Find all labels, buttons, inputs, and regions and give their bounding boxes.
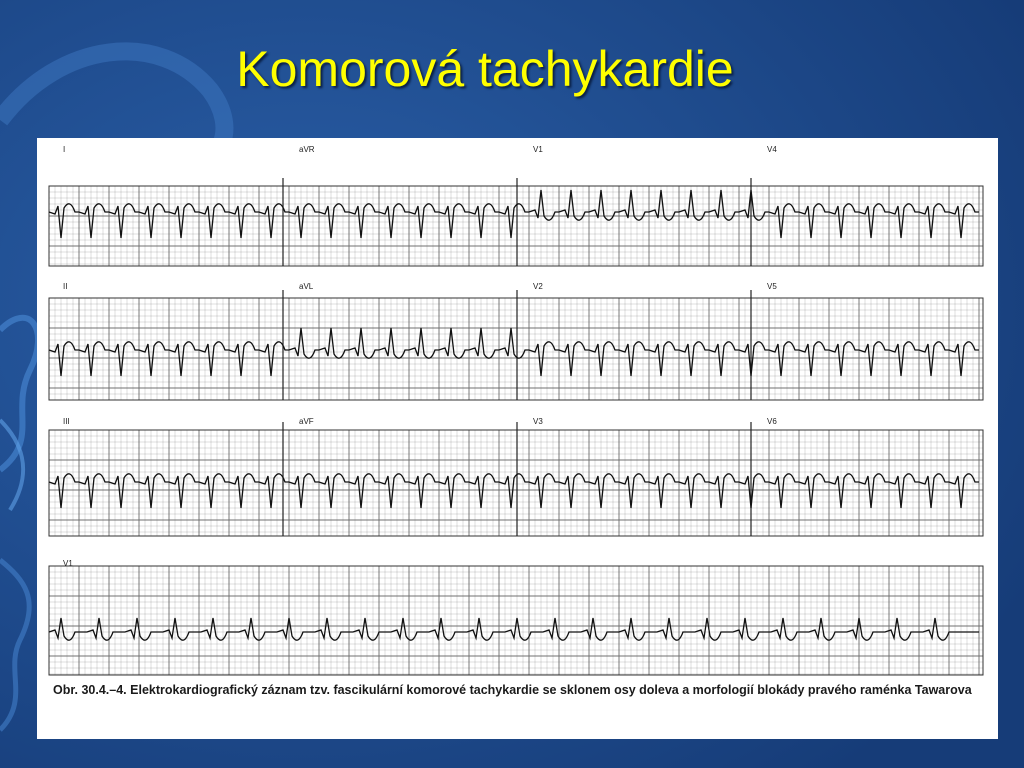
ecg-strip: [49, 282, 983, 400]
lead-label: aVR: [299, 145, 315, 154]
lead-label: V1: [63, 559, 73, 568]
lead-label: V2: [533, 282, 543, 291]
lead-label: II: [63, 282, 68, 291]
figure-caption: Obr. 30.4.–4. Elektrokardiografický záznam tzv. fascikulární komorové tachykardie se sklonem osy doleva a morfologií blokády pravého raménka Tawarova: [53, 683, 972, 697]
ecg-strip: [49, 145, 983, 266]
ecg-trace: [49, 474, 979, 508]
ecg-figure: [37, 138, 998, 739]
lead-label: aVF: [299, 417, 314, 426]
lead-label: V5: [767, 282, 777, 291]
lead-label: I: [63, 145, 66, 154]
lead-label: III: [63, 417, 70, 426]
lead-label: V6: [767, 417, 777, 426]
ecg-trace: [49, 190, 979, 238]
ecg-trace: [49, 618, 979, 640]
ecg-strips: [37, 138, 998, 678]
lead-label: V4: [767, 145, 777, 154]
lead-label: V1: [533, 145, 543, 154]
slide-title: Komorová tachykardie: [236, 41, 734, 97]
ecg-strip: [49, 559, 983, 675]
ecg-strip: [49, 417, 983, 536]
lead-label: V3: [533, 417, 543, 426]
lead-label: aVL: [299, 282, 314, 291]
